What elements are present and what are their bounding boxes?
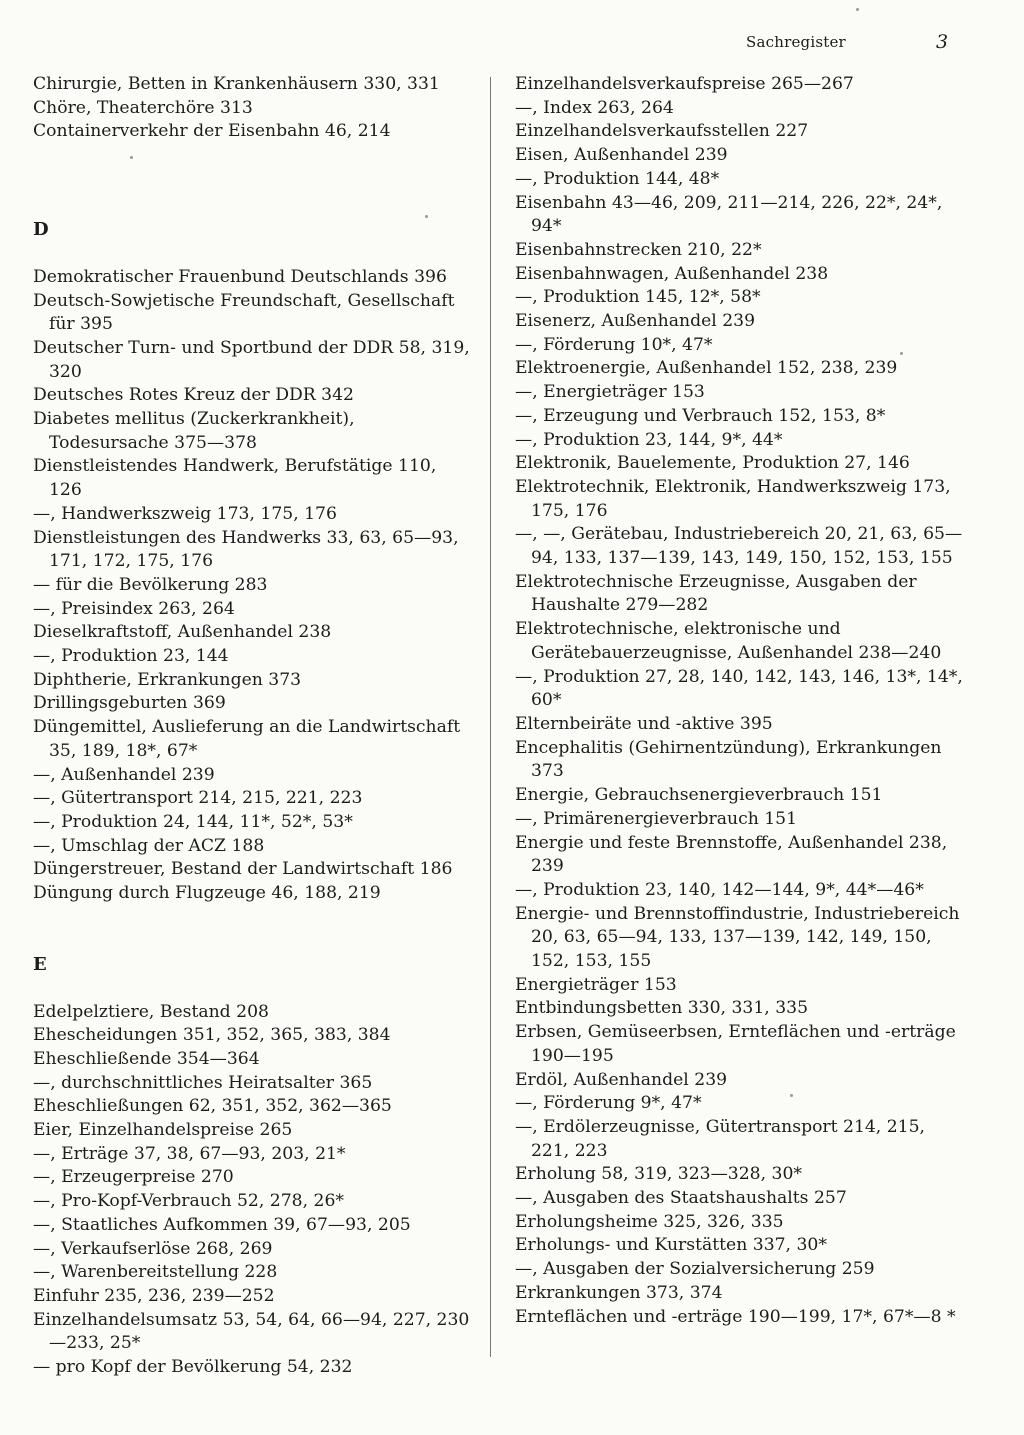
index-entry: Edelpelztiere, Bestand 208 — [33, 1001, 269, 1022]
index-entry: —, Produktion 145, 12*, 58* — [515, 287, 761, 308]
scan-speck — [425, 215, 428, 218]
index-entry: —, Staatliches Aufkommen 39, 67—93, 205 — [33, 1214, 411, 1235]
index-entry: Diphtherie, Erkrankungen 373 — [33, 669, 302, 690]
index-entry: —, Förderung 10*, 47* — [515, 334, 713, 355]
index-entry: Energie, Gebrauchsenergieverbrauch 151 — [515, 785, 883, 806]
index-entry: —, Produktion 23, 144, 9*, 44* — [515, 429, 783, 450]
index-entry: —, Primärenergieverbrauch 151 — [515, 808, 798, 829]
index-entry: Erholung 58, 319, 323—328, 30* — [515, 1164, 803, 1185]
index-entry: —, Ausgaben des Staatshaushalts 257 — [515, 1188, 847, 1209]
index-entry: Elektronik, Bauelemente, Produktion 27, 146 — [515, 453, 910, 474]
index-entry: Einzelhandelsverkaufspreise 265—267 — [515, 74, 854, 94]
index-entry: —, Erdölerzeugnisse, Gütertransport 214, 215, 221, 223 — [515, 1116, 926, 1161]
index-entry: Eisenbahnstrecken 210, 22* — [515, 239, 762, 260]
index-entry: — für die Bevölkerung 283 — [33, 574, 268, 595]
index-entry: —, Preisindex 263, 264 — [33, 598, 235, 619]
index-entry: Dieselkraftstoff, Außenhandel 238 — [33, 622, 332, 643]
index-entry: —, durchschnittliches Heiratsalter 365 — [33, 1072, 373, 1093]
index-entry: Diabetes mellitus (Zuckerkrankheit), Todesursache 375—378 — [33, 409, 355, 453]
index-entry: —, Umschlag der ACZ 188 — [33, 835, 265, 856]
index-entry: —, Warenbereitstellung 228 — [33, 1262, 278, 1283]
index-entry: —, Gütertransport 214, 215, 221, 223 — [33, 788, 363, 809]
index-entry: Erholungs- und Kurstätten 337, 30* — [515, 1235, 827, 1256]
index-entry: —, Pro-Kopf-Verbrauch 52, 278, 26* — [33, 1191, 344, 1212]
section-letter-e: E — [33, 953, 47, 975]
index-entry: —, Index 263, 264 — [515, 97, 674, 118]
index-entry: —, Verkaufserlöse 268, 269 — [33, 1238, 273, 1259]
column-divider — [490, 77, 491, 1357]
index-entry: —, Erzeugerpreise 270 — [33, 1167, 234, 1188]
index-entry: Ehescheidungen 351, 352, 365, 383, 384 — [33, 1025, 391, 1046]
index-entry: — pro Kopf der Bevölkerung 54, 232 — [33, 1357, 353, 1378]
scan-speck — [856, 8, 859, 11]
index-entry: —, Erträge 37, 38, 67—93, 203, 21* — [33, 1143, 346, 1164]
scan-speck — [900, 352, 903, 355]
index-entry: Düngemittel, Auslieferung an die Landwirtschaft 35, 189, 18*, 67* — [33, 717, 461, 761]
index-entry: Einfuhr 235, 236, 239—252 — [33, 1285, 275, 1306]
index-entry: Eisen, Außenhandel 239 — [515, 145, 728, 166]
left-column — [33, 73, 473, 1380]
section-e-entries — [33, 1001, 473, 1380]
index-entry: —, Außenhandel 239 — [33, 764, 215, 785]
index-entry: —, Erzeugung und Verbrauch 152, 153, 8* — [515, 405, 886, 426]
index-entry: —, Energieträger 153 — [515, 382, 705, 403]
index-entry: Erdöl, Außenhandel 239 — [515, 1069, 728, 1090]
section-letter-d: D — [33, 219, 49, 241]
index-entry: Elektrotechnik, Elektronik, Handwerkszweig 173, 175, 176 — [515, 476, 951, 521]
index-entry: Düngerstreuer, Bestand der Landwirtschaft 186 — [33, 859, 453, 880]
index-entry: Entbindungsbetten 330, 331, 335 — [515, 998, 809, 1019]
index-entry: Eisenbahnwagen, Außenhandel 238 — [515, 263, 829, 284]
index-entry: Eisenbahn 43—46, 209, 211—214, 226, 22*, 24*, 94* — [515, 192, 943, 237]
index-entry: Energie- und Brennstoffindustrie, Industriebereich 20, 63, 65—94, 133, 137—139, 142, 149, 150, 152, 153, 155 — [515, 903, 960, 972]
index-entry: —, Produktion 23, 140, 142—144, 9*, 44*—46* — [515, 879, 924, 900]
right-column — [515, 73, 963, 1329]
index-entry: Drillingsgeburten 369 — [33, 693, 226, 714]
index-entry: Einzelhandelsverkaufsstellen 227 — [515, 121, 809, 142]
index-entry: Erholungsheime 325, 326, 335 — [515, 1211, 784, 1232]
index-entry: —, Produktion 144, 48* — [515, 168, 720, 189]
index-entry: Chirurgie, Betten in Krankenhäusern 330, 331 — [33, 74, 440, 94]
index-entry: Ernteflächen und -erträge 190—199, 17*, 67*—8 * — [515, 1306, 956, 1327]
index-entry: Elektroenergie, Außenhandel 152, 238, 239 — [515, 358, 898, 379]
index-entry: Erbsen, Gemüseerbsen, Ernteflächen und -erträge 190—195 — [515, 1022, 956, 1066]
index-entry: Elternbeiräte und -aktive 395 — [515, 713, 773, 734]
index-entry: Containerverkehr der Eisenbahn 46, 214 — [33, 121, 391, 142]
page-number: 3 — [936, 31, 949, 53]
index-entry: Encephalitis (Gehirnentzündung), Erkrankungen 373 — [515, 737, 942, 782]
scan-speck — [130, 156, 133, 159]
index-entry: —, Produktion 23, 144 — [33, 646, 229, 667]
index-entry: Einzelhandelsumsatz 53, 54, 64, 66—94, 227, 230—233, 25* — [33, 1309, 470, 1354]
section-d-entries — [33, 266, 473, 906]
index-entry: Demokratischer Frauenbund Deutschlands 396 — [33, 266, 447, 287]
index-entry: —, Förderung 9*, 47* — [515, 1093, 702, 1114]
index-entry: Energie und feste Brennstoffe, Außenhandel 238, 239 — [515, 832, 948, 877]
index-entry: Deutscher Turn- und Sportbund der DDR 58, 319, 320 — [33, 337, 470, 382]
index-entry: —, Produktion 27, 28, 140, 142, 143, 146, 13*, 14*, 60* — [515, 666, 963, 711]
top-entries — [33, 73, 473, 144]
index-entry: —, Ausgaben der Sozialversicherung 259 — [515, 1259, 875, 1280]
index-entry: Deutsches Rotes Kreuz der DDR 342 — [33, 385, 354, 406]
running-head: Sachregister — [746, 33, 846, 51]
index-entry: Elektrotechnische Erzeugnisse, Ausgaben der Haushalte 279—282 — [515, 571, 917, 616]
index-entry: Eheschließungen 62, 351, 352, 362—365 — [33, 1096, 392, 1117]
index-entry: —, Handwerkszweig 173, 175, 176 — [33, 503, 337, 524]
index-entry: —, —, Gerätebau, Industriebereich 20, 21, 63, 65—94, 133, 137—139, 143, 149, 150, 152, 153, 155 — [515, 524, 963, 569]
index-entry: Eisenerz, Außenhandel 239 — [515, 311, 756, 332]
right-entries — [515, 73, 963, 1329]
index-entry: Dienstleistendes Handwerk, Berufstätige 110, 126 — [33, 456, 437, 501]
index-entry: Deutsch-Sowjetische Freundschaft, Gesellschaft für 395 — [33, 290, 455, 335]
index-entry: Düngung durch Flugzeuge 46, 188, 219 — [33, 883, 381, 904]
index-entry: —, Produktion 24, 144, 11*, 52*, 53* — [33, 811, 353, 832]
scan-speck — [790, 1094, 793, 1097]
index-entry: Elektrotechnische, elektronische und Gerätebauerzeugnisse, Außenhandel 238—240 — [515, 619, 942, 663]
index-entry: Chöre, Theaterchöre 313 — [33, 97, 253, 118]
index-entry: Eier, Einzelhandelspreise 265 — [33, 1120, 293, 1141]
index-entry: Energieträger 153 — [515, 974, 677, 995]
index-entry: Dienstleistungen des Handwerks 33, 63, 65—93, 171, 172, 175, 176 — [33, 527, 459, 572]
index-entry: Eheschließende 354—364 — [33, 1048, 260, 1069]
index-entry: Erkrankungen 373, 374 — [515, 1282, 723, 1303]
